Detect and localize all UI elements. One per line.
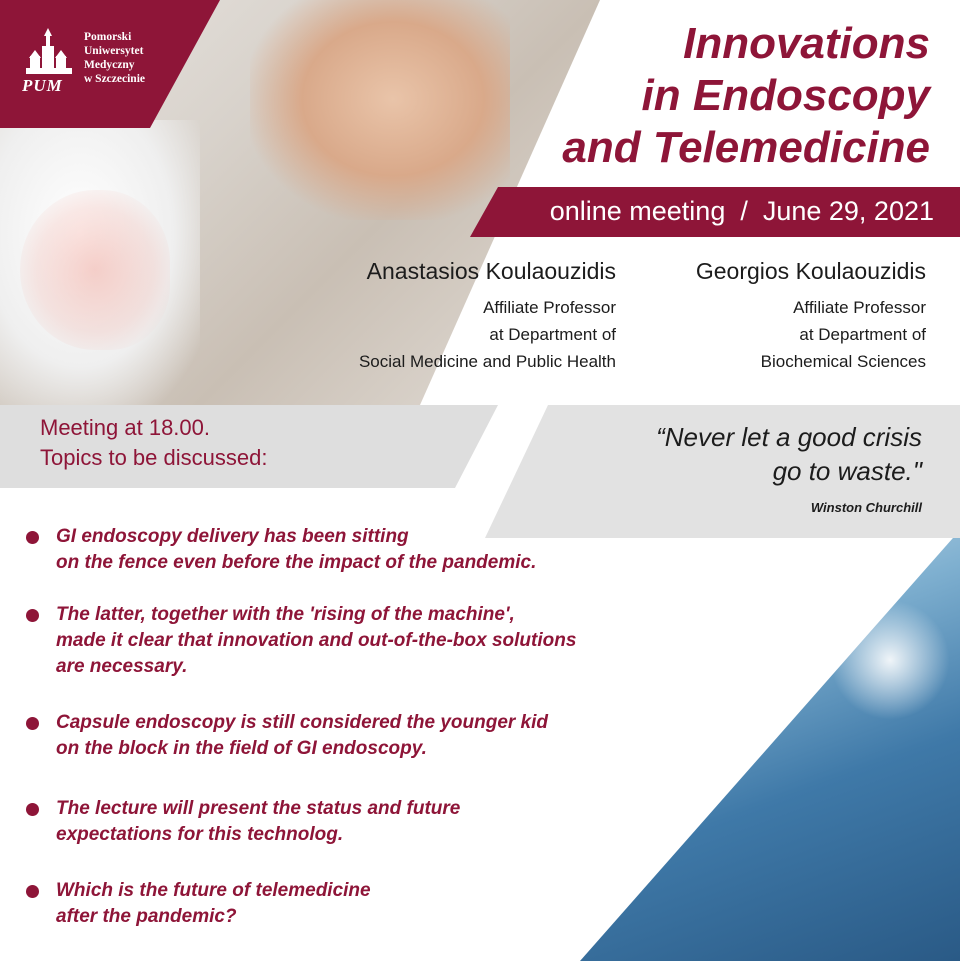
topic-line: The lecture will present the status and future	[56, 798, 461, 819]
university-name	[84, 30, 145, 86]
topic-line: after the pandemic?	[56, 906, 237, 927]
speaker-role-line: Social Medicine and Public Health	[358, 352, 616, 371]
speaker-role	[359, 294, 616, 375]
topics-list	[26, 524, 686, 930]
meeting-time: Meeting at 18.00.	[40, 415, 211, 440]
meeting-info	[40, 413, 267, 473]
speaker-name: Georgios Koulaouzidis	[695, 258, 926, 284]
meeting-banner-text: online meeting / June 29, 2021	[549, 196, 934, 226]
university-name-line: Pomorski	[84, 31, 132, 43]
topic-line: expectations for this technolog.	[56, 824, 344, 845]
title-line: Innovations	[683, 19, 930, 68]
topic-item	[26, 796, 686, 848]
topic-line: Capsule endoscopy is still considered the younger kid	[56, 712, 549, 733]
bullet-icon	[26, 531, 39, 544]
topics-heading: Topics to be discussed:	[40, 445, 268, 470]
quote-line: go to waste."	[772, 456, 922, 486]
speaker-role	[696, 294, 926, 375]
topic-item	[26, 602, 686, 680]
title-line: in Endoscopy	[641, 71, 930, 120]
bullet-icon	[26, 717, 39, 730]
speaker-role-line: at Department of	[489, 325, 616, 344]
speaker-role-line: Biochemical Sciences	[760, 352, 926, 371]
university-name-line: Medyczny	[84, 59, 135, 71]
topic-line: The latter, together with the 'rising of the machine',	[56, 604, 515, 625]
topic-item	[26, 878, 686, 930]
topic-line: GI endoscopy delivery has been sitting	[56, 526, 409, 547]
quote	[656, 420, 922, 488]
topic-line: on the block in the field of GI endoscopy.	[56, 738, 427, 759]
bullet-icon	[26, 885, 39, 898]
topic-item	[26, 524, 686, 576]
event-title	[562, 18, 930, 174]
quote-line: “Never let a good crisis	[656, 422, 922, 452]
speaker-name: Anastasios Koulaouzidis	[366, 258, 616, 284]
speaker-role-line: Affiliate Professor	[793, 298, 926, 317]
topic-item	[26, 710, 686, 762]
surgical-lamp-glow	[830, 600, 950, 720]
speaker-role-line: Affiliate Professor	[483, 298, 616, 317]
topic-line: Which is the future of telemedicine	[56, 880, 371, 901]
digestive-system-overlay	[20, 190, 170, 350]
topic-line: are necessary.	[56, 656, 188, 677]
quote-author: Winston Churchill	[810, 500, 922, 515]
speaker-2	[696, 256, 926, 375]
bullet-icon	[26, 609, 39, 622]
title-line: and Telemedicine	[562, 123, 930, 172]
speaker-role-line: at Department of	[799, 325, 926, 344]
university-name-line: Uniwersytet	[84, 45, 144, 57]
topic-line: on the fence even before the impact of the pandemic.	[56, 552, 537, 573]
logo-abbreviation: PUM	[22, 76, 63, 95]
abdomen-skin-area	[250, 0, 510, 220]
speaker-1	[359, 256, 616, 375]
university-name-line: w Szczecinie	[84, 73, 145, 85]
bullet-icon	[26, 803, 39, 816]
topic-line: made it clear that innovation and out-of-the-box solutions	[56, 630, 577, 651]
